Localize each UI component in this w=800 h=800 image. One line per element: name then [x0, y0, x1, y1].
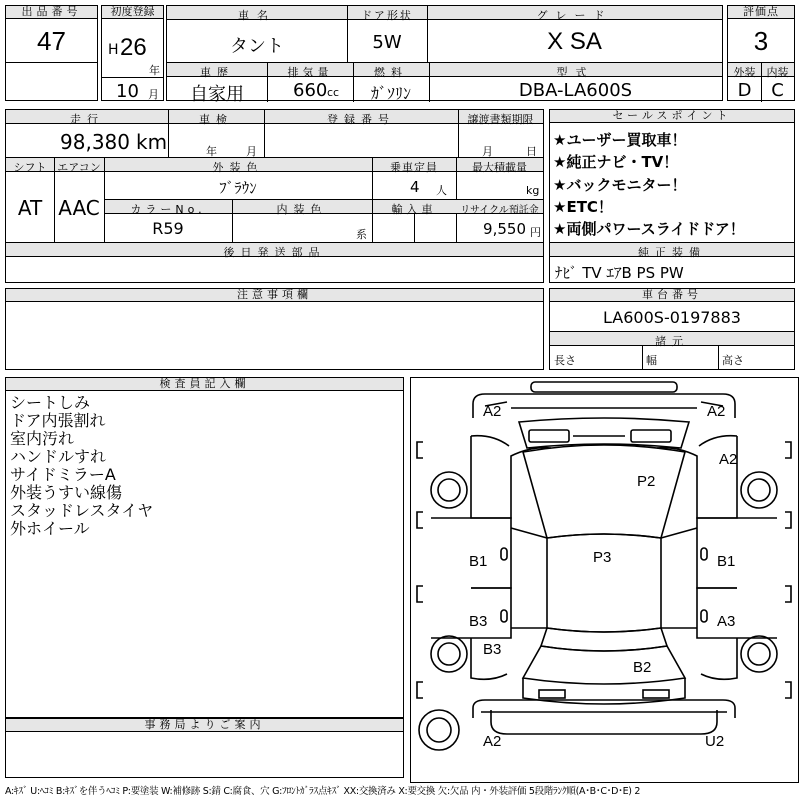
auction-score: 3 — [753, 26, 769, 56]
mileage-label: 走行 — [70, 113, 104, 126]
inspector-note: 室内汚れ — [10, 429, 75, 448]
inspector-note: 外装うすい線傷 — [10, 483, 123, 502]
damage-mark-rear-gate: B2 — [633, 659, 652, 676]
load-unit: kg — [526, 184, 540, 197]
registration-year: 26 — [120, 34, 147, 61]
first-registration-label: 初度登録 — [102, 6, 163, 19]
seat-count: 4 — [410, 178, 420, 196]
inspector-note: シートしみ — [10, 393, 91, 412]
score-label: 評価点 — [728, 6, 794, 19]
door-type: 5W — [372, 32, 402, 53]
inspector-notes-box — [5, 377, 404, 718]
inspector-note: サイドミラーA — [10, 465, 116, 484]
color-number-label: カラーNo. — [130, 203, 206, 216]
sales-point: ★両側パワースライドドア！ — [553, 220, 745, 238]
equipment-list: ﾅﾋﾞ TV ｴｱB PS PW — [555, 264, 684, 282]
shift-label: シフト — [13, 161, 47, 174]
ac-type: AAC — [58, 196, 100, 220]
grade: X SA — [547, 28, 602, 55]
interior-grade: C — [771, 80, 784, 101]
door-type-label: ドア形状 — [361, 9, 413, 22]
interior-color-unit: 系 — [356, 228, 367, 241]
office-notice-box — [5, 718, 404, 778]
model-label: 型式 — [556, 66, 595, 79]
width-label: 幅 — [646, 354, 657, 367]
sales-point: ★純正ナビ・TV！ — [553, 153, 679, 171]
damage-mark-right-rear-door: A3 — [717, 613, 736, 630]
inspection-month-unit: 月 — [246, 145, 257, 158]
seats-label: 乗車定員 — [390, 161, 438, 174]
chassis-number: LA600S-0197883 — [603, 308, 741, 327]
damage-diagram — [410, 377, 799, 783]
damage-mark-left-front-door: B1 — [469, 553, 488, 570]
later-parts-label: 後日発送部品 — [223, 246, 326, 259]
max-load-label: 最大積載量 — [472, 161, 527, 174]
model-code: DBA-LA600S — [518, 80, 633, 101]
damage-mark-hood: P2 — [637, 473, 656, 490]
inspector-note: スタッドレスタイヤ — [10, 501, 154, 520]
vehicle-history: 自家用 — [190, 84, 244, 105]
inspector-note: ドア内張割れ — [10, 411, 106, 430]
registration-month: 10 — [116, 81, 139, 102]
displacement-unit: cc — [327, 86, 340, 99]
damage-mark-left-rear-door: B3 — [469, 613, 488, 630]
sales-points-label: セールスポイント — [550, 110, 794, 123]
equipment-label: 純正装備 — [638, 246, 706, 259]
damage-mark-front-right: A2 — [707, 403, 726, 420]
fuel-type: ｶﾞｿﾘﾝ — [370, 84, 411, 103]
transfer-doc-label: 譲渡書類期限 — [467, 113, 534, 126]
damage-mark-rear-right: U2 — [705, 733, 725, 750]
inspector-notes-label: 検査員記入欄 — [6, 378, 403, 391]
sales-points-box — [549, 109, 795, 283]
office-notice-label: 事務局よりご案内 — [6, 719, 403, 732]
exterior-color: ﾌﾞﾗｳﾝ — [219, 179, 257, 197]
lot-number: 47 — [37, 26, 66, 56]
chassis-box — [549, 288, 795, 370]
height-label: 高さ — [722, 354, 744, 367]
vehicle-details-box — [5, 109, 544, 283]
inspector-note: 外ホイール — [10, 519, 90, 538]
ac-label: エアコン — [57, 161, 101, 174]
history-label: 車歴 — [200, 66, 234, 79]
inspector-note: ハンドルすれ — [10, 447, 107, 466]
grade-label: グレード — [536, 9, 613, 22]
mileage-unit: km — [136, 130, 168, 154]
sales-point: ★バックモニター！ — [553, 176, 687, 194]
inspection-label: 車検 — [199, 113, 233, 126]
displacement-label: 排気量 — [287, 66, 333, 79]
car-name: タント — [230, 36, 284, 57]
length-label: 長さ — [554, 354, 576, 367]
vehicle-info-box — [166, 5, 723, 105]
lot-number-box — [5, 5, 98, 101]
damage-mark-right-front-fender: A2 — [719, 451, 738, 468]
damage-mark-right-front-door: B1 — [717, 553, 736, 570]
interior-grade-label: 内装 — [766, 66, 789, 79]
first-registration-box — [101, 5, 164, 101]
legend-text: A:ｷｽﾞ U:ﾍｺﾐ B:ｷｽﾞを伴うﾍｺﾐ P:要塗装 W:補修跡 S:錆 C:腐食、穴 G:ﾌﾛﾝﾄｶﾞﾗｽ点ｷｽﾞ XX:交換済み X:要交換 欠:欠品 内・外装評価 5段階ﾗﾝｸ順(A･B･C･D･E) 2 — [5, 786, 641, 797]
score-box — [727, 5, 795, 101]
inspection-year-unit: 年 — [206, 145, 217, 158]
color-number: R59 — [152, 219, 184, 238]
chassis-number-label: 車台番号 — [550, 289, 794, 302]
lot-number-label: 出品番号 — [6, 6, 97, 19]
damage-mark-rear-left: A2 — [483, 733, 502, 750]
damage-mark-front-left: A2 — [483, 403, 502, 420]
exterior-color-label: 外装色 — [212, 161, 264, 174]
car-outline — [411, 378, 798, 782]
displacement: 660 — [293, 80, 328, 101]
shift-type: AT — [17, 196, 43, 220]
exterior-grade: D — [737, 80, 752, 101]
era: H — [108, 42, 119, 58]
plate-label: 登録番号 — [327, 113, 395, 126]
year-unit: 年 — [149, 64, 160, 77]
fuel-label: 燃料 — [374, 66, 408, 79]
damage-mark-left-rear-fender: B3 — [483, 641, 502, 658]
notes-box — [5, 288, 544, 370]
transfer-day-unit: 日 — [526, 145, 537, 158]
interior-color-label: 内装色 — [276, 203, 328, 216]
import-label: 輸入車 — [391, 203, 437, 216]
recycle-unit: 円 — [530, 226, 541, 239]
sales-point: ★ETC！ — [553, 198, 613, 216]
exterior-grade-label: 外装 — [733, 66, 756, 79]
spec-label: 諸元 — [655, 335, 689, 348]
recycle-deposit-label: リサイクル預託金 — [460, 205, 539, 216]
mileage: 98,380 — [60, 130, 130, 154]
recycle-deposit: 9,550 — [483, 220, 526, 238]
sales-point: ★ユーザー買取車！ — [553, 131, 687, 149]
damage-mark-roof: P3 — [593, 549, 612, 566]
transfer-month-unit: 月 — [482, 145, 493, 158]
month-unit: 月 — [148, 88, 159, 101]
car-name-label: 車名 — [238, 9, 276, 22]
notes-label: 注意事項欄 — [6, 289, 543, 302]
seats-unit: 人 — [436, 184, 447, 197]
